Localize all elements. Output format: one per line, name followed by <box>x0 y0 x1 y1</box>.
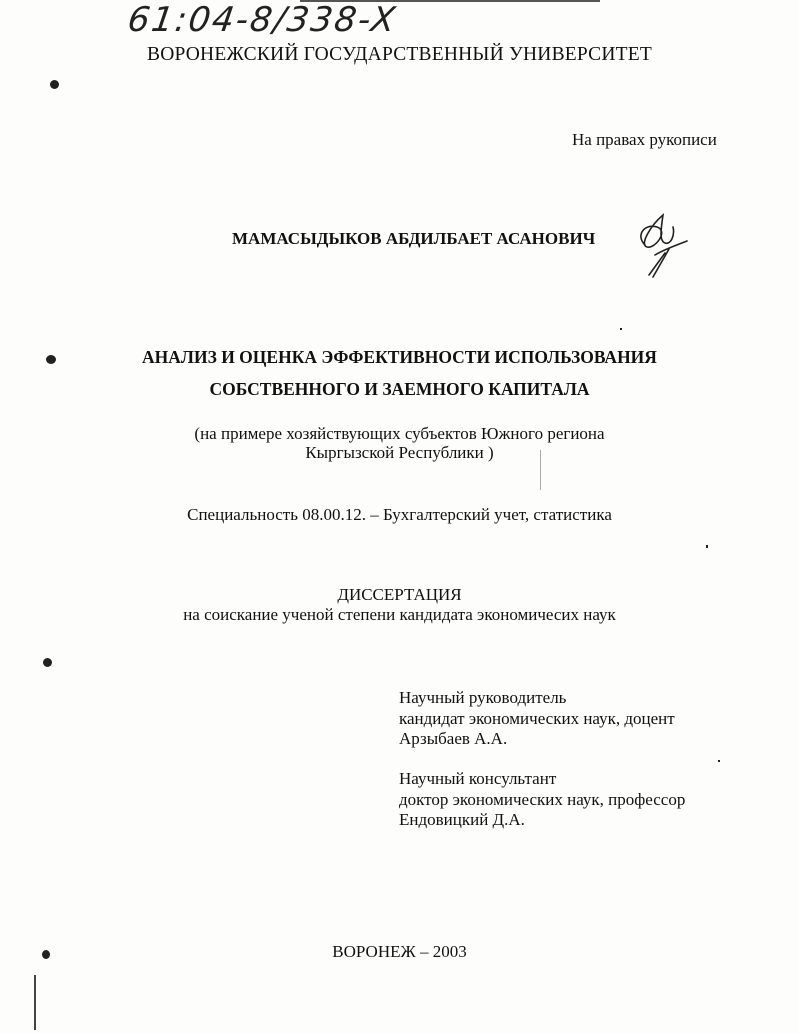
scan-mark <box>43 658 52 667</box>
dissertation-title-line-2: СОБСТВЕННОГО И ЗАЕМНОГО КАПИТАЛА <box>209 379 590 399</box>
scan-speck <box>718 760 720 762</box>
scan-speck <box>620 328 622 330</box>
dissertation-subtitle-line-1: (на примере хозяйствующих субъектов Южного региона <box>194 424 605 443</box>
supervisor-name: Арзыбаев А.А. <box>399 729 508 748</box>
consultant-title: доктор экономических наук, профессор <box>399 789 686 809</box>
scan-edge-line <box>34 975 36 1030</box>
scan-mark <box>42 950 50 959</box>
manuscript-rights-note: На правах рукописи <box>572 130 717 149</box>
specialty-line: Специальность 08.00.12. – Бухгалтерский учет, статистика <box>187 505 612 524</box>
scan-speck <box>540 450 541 490</box>
consultant-name: Ендовицкий Д.А. <box>399 810 525 829</box>
dissertation-title-line-1: АНАЛИЗ И ОЦЕНКА ЭФФЕКТИВНОСТИ ИСПОЛЬЗОВАНИЯ <box>142 347 657 367</box>
supervisor-role: Научный руководитель <box>399 688 567 707</box>
dissertation-label: ДИССЕРТАЦИЯ <box>337 585 462 604</box>
author-name: МАМАСЫДЫКОВ АБДИЛБАЕТ АСАНОВИЧ <box>232 229 596 248</box>
supervisor-block <box>399 688 675 750</box>
author-signature <box>625 205 695 285</box>
degree-line: на соискание ученой степени кандидата экономичесих наук <box>183 605 616 624</box>
supervisor-title: кандидат экономических наук, доцент <box>399 708 675 728</box>
university-name: ВОРОНЕЖСКИЙ ГОСУДАРСТВЕННЫЙ УНИВЕРСИТЕТ <box>146 44 652 65</box>
dissertation-subtitle-line-2: Кыргызской Республики ) <box>305 443 494 462</box>
consultant-block <box>399 769 685 831</box>
scan-speck <box>706 545 708 548</box>
scan-mark <box>50 80 59 89</box>
handwritten-archive-code: 61:04-8/338-X <box>125 0 400 40</box>
consultant-role: Научный консультант <box>399 769 557 788</box>
city-year: ВОРОНЕЖ – 2003 <box>332 942 467 961</box>
scan-mark <box>46 355 56 364</box>
